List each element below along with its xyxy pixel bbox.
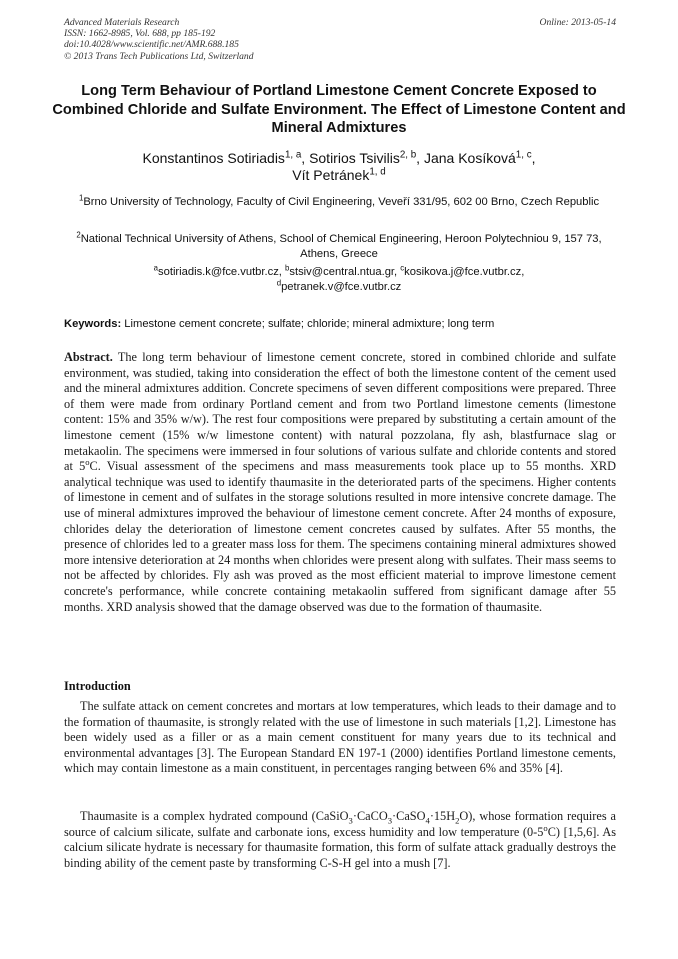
author-name: Konstantinos Sotiriadis bbox=[142, 150, 285, 166]
author-name: Jana Kosíková bbox=[423, 150, 516, 166]
introduction-paragraph-1: The sulfate attack on cement concretes and mortars at low temperatures, which leads to their damage and to the formation of thaumasite, is strongly related with the use of limestone in such materials [1,2]. Limestone has been widely used as a filler or as a main cement constituent for many years due to its technical and environmental advantages [3]. The European Standard EN 197-1 (2000) identifies Portland limestone cements, which may contain limestone as a main constituent, in percentages ranging between 6% and 35% [4]. bbox=[64, 699, 616, 776]
keywords-text: Limestone cement concrete; sulfate; chloride; mineral admixture; long term bbox=[121, 318, 495, 330]
email-link[interactable]: kosikova.j@fce.vutbr.cz, bbox=[404, 266, 525, 278]
keywords-label: Keywords: bbox=[64, 318, 122, 330]
email-link[interactable]: petranek.v@fce.vutbr.cz bbox=[281, 280, 402, 293]
journal-header bbox=[64, 17, 616, 62]
journal-name: Advanced Materials Research bbox=[64, 17, 180, 28]
online-date: Online: 2013-05-14 bbox=[539, 17, 616, 28]
abstract: Abstract. The long term behaviour of limestone cement concrete, stored in combined chloride and sulfate environment, was studied, taking into consideration the effect of both the limestone content of the cement used and the mineral admixtures addition. Concrete specimens of seven different compositions were prepared. Three of them were made from ordinary Portland cement and from two Portland limestone cements (limestone content: 15% and 35% w/w). The rest four compositions were prepared by substituting a certain amount of the limestone cement (15% w/w limestone content) with natural pozzolana, fly ash, blastfurnace slag or metakaolin. The specimens were immersed in four solutions of various sulfate and chloride contents and stored at 5$^o$C. Visual assessment of the specimens and mass measurements took place up to 55 months. XRD analytical technique was used to identify thaumasite in the deteriorated parts of the specimens. Higher contents of limestone in cement and of sulfates in the storage solutions resulted in more intensive concrete damage. The use of mineral admixtures improved the behaviour of limestone cement concrete. After 24 months of exposure, chlorides delay the deterioration of limestone cement concretes caused by sulfates. After 55 months, the presence of chlorides led to a greater mass loss for them. The specimens containing mineral admixtures showed more intensive deterioration at 24 months when chlorides were present along with sulfates. Their mass seems to not be affected by chlorides. Fly ash was proved as the most efficient material to improve limestone cement concrete's performance, while concrete containing metakaolin suffered from significant damage after 55 months. XRD analysis showed that the damage observed was due to the formation of thaumasite. bbox=[64, 350, 616, 614]
journal-issn: ISSN: 1662-8985, Vol. 688, pp 185-192 bbox=[64, 28, 216, 40]
affiliation-1: $^1$Brno University of Technology, Faculty of Civil Engineering, Veveří 331/95, 602 00 Brno, Czech Republic bbox=[78, 193, 600, 208]
affiliation-2: $^2$National Technical University of Athens, School of Chemical Engineering, Heroon Polytechniou 9, 157 73, Athens, Greece bbox=[76, 230, 602, 260]
email-link[interactable]: sotiriadis.k@fce.vutbr.cz, bbox=[158, 266, 282, 278]
author-affiliation-mark: 1, c bbox=[515, 149, 532, 161]
paper-title: Long Term Behaviour of Portland Limestone Cement Concrete Exposed to Combined Chloride and Sulfate Environment. The Effect of Limestone Content and Mineral Admixtures bbox=[52, 83, 626, 136]
journal-copyright: © 2013 Trans Tech Publications Ltd, Switzerland bbox=[64, 50, 254, 62]
author-name: Sotirios Tsivilis bbox=[309, 150, 400, 166]
author-emails: $^a$sotiriadis.k@fce.vutbr.cz, $^b$stsiv@central.ntua.gr, $^c$kosikova.j@fce.vutbr.cz, $^d$petranek.v@fce.vutbr.cz bbox=[153, 263, 525, 293]
email-link[interactable]: stsiv@central.ntua.gr, bbox=[289, 266, 398, 278]
author-name: Vít Petránek bbox=[292, 167, 370, 183]
section-heading-introduction: Introduction bbox=[64, 679, 131, 693]
author-affiliation-mark: 2, b bbox=[399, 149, 417, 161]
keywords bbox=[64, 317, 616, 331]
introduction-paragraph-2: Thaumasite is a complex hydrated compound $(CaSiO_3\cdot CaCO_3\cdot CaSO_4\cdot 15H_2O)$, whose formation requires a source of calcium silicate, sulfate and carbonate ions, excess humidity and low temperature (0-5$^o$C) [1,5,6]. As calcium silicate hydrate is necessary for thaumasite formation, this form of sulfate attack gradually destroys the binding ability of the cement paste by transforming C-S-H gel into a mush [7]. bbox=[64, 809, 617, 870]
author-affiliation-mark: 1, a bbox=[284, 149, 302, 161]
abstract-label: Abstract. bbox=[64, 350, 113, 364]
author-list: Konstantinos Sotiriadis$^{1, a}$, Sotirios Tsivilis$^{2, b}$, Jana Kosíková$^{1, c}$, Vít Petránek$^{1, d}$ bbox=[142, 149, 536, 183]
journal-doi: doi:10.4028/www.scientific.net/AMR.688.185 bbox=[64, 39, 239, 51]
author-affiliation-mark: 1, d bbox=[369, 166, 386, 178]
